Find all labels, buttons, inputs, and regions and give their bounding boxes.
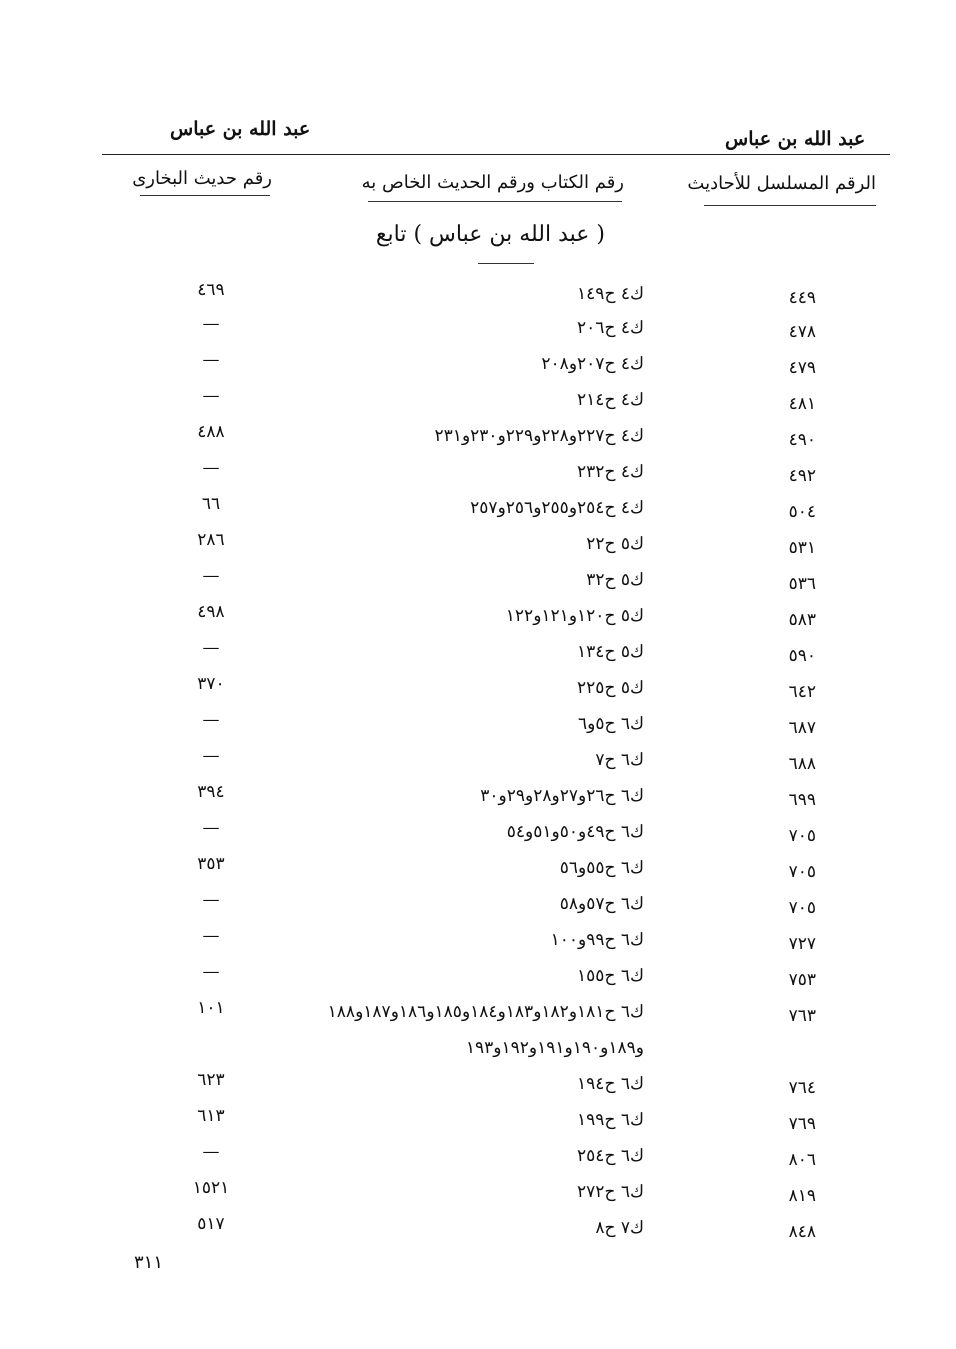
kitab-reference: ك٦ ح١٨١و١٨٢و١٨٣و١٨٤و١٨٥و١٨٦و١٨٧و١٨٨ [327,1002,644,1022]
serial-number: ٥٩٠ [788,646,816,666]
bukhari-number: — [202,962,220,982]
bukhari-number: — [202,314,220,334]
kitab-reference: ك٦ ح١٥٥ [577,966,644,986]
kitab-reference: ك٤ ح٢٥٤و٢٥٥و٢٥٦و٢٥٧ [470,498,644,518]
column-underline-serial [704,205,876,206]
kitab-reference: ك٥ ح٣٢ [586,570,644,590]
serial-number: ٤٧٩ [788,358,816,378]
table-row [0,350,956,384]
bukhari-number: ٣٥٣ [197,854,225,874]
kitab-reference: ك٦ ح٥و٦ [577,714,644,734]
table-row [0,818,956,852]
table-row [0,1142,956,1176]
kitab-reference: ك٦ ح١٩٤ [577,1074,644,1094]
bukhari-number: — [202,926,220,946]
bukhari-number: — [202,350,220,370]
running-header-right: عبد الله بن عباس [725,128,866,150]
kitab-reference: ك٧ ح٨ [595,1218,644,1238]
kitab-reference: ك٦ ح١٩٩ [577,1110,644,1130]
serial-number: ٧٦٩ [788,1114,816,1134]
bukhari-number: — [202,890,220,910]
table-row [0,386,956,420]
bukhari-number: — [202,746,220,766]
serial-number: ٤٩٠ [788,430,816,450]
bukhari-number: — [202,638,220,658]
table-row [0,782,956,816]
kitab-reference: ك٤ ح٢٠٧و٢٠٨ [541,354,644,374]
serial-number: ٤٧٨ [788,322,816,342]
column-header-serial: الرقم المسلسل للأحاديث [687,173,876,194]
kitab-reference: ك٤ ح١٤٩ [577,284,644,304]
serial-number: ٤٩٢ [788,466,816,486]
bukhari-number: ١٥٢١ [192,1178,230,1198]
kitab-reference: ك٤ ح٢٠٦ [577,318,644,338]
serial-number: ٤٤٩ [788,288,816,308]
table-row [0,1106,956,1140]
table-row [0,494,956,528]
bukhari-number: — [202,818,220,838]
bukhari-number: — [202,566,220,586]
kitab-reference: ك٦ ح٥٧و٥٨ [559,894,644,914]
table-row [0,710,956,744]
bukhari-number: ٦١٣ [197,1106,225,1126]
serial-number: ٨٠٦ [788,1150,816,1170]
bukhari-number: ٦٦ [201,494,221,514]
kitab-reference: ك٦ ح٢٦و٢٧و٢٨و٢٩و٣٠ [480,786,644,806]
section-title: ( عبد الله بن عباس ) تابع [375,222,605,247]
serial-number: ٤٨١ [788,394,816,414]
serial-number: ٧٦٤ [788,1078,816,1098]
table-row [0,1178,956,1212]
table-row [0,1070,956,1104]
serial-number: ٥٨٣ [788,610,816,630]
kitab-reference: ك٤ ح٢١٤ [577,390,644,410]
bukhari-number: ٤٩٨ [197,602,225,622]
serial-number: ٥٠٤ [788,502,816,522]
bukhari-number: ٣٩٤ [197,782,225,802]
bukhari-number: — [202,1142,220,1162]
bukhari-number: ٤٦٩ [197,280,225,300]
table-row [0,638,956,672]
bukhari-number: ٢٨٦ [197,530,225,550]
bukhari-number: ٦٢٣ [197,1070,225,1090]
bukhari-number: ٥١٧ [197,1214,225,1234]
page-number: ٣١١ [134,1252,164,1273]
kitab-reference: ك٦ ح٥٥و٥٦ [559,858,644,878]
serial-number: ٧٠٥ [788,826,816,846]
kitab-reference: ك٥ ح٢٢٥ [577,678,644,698]
bukhari-number: ١٠١ [197,998,225,1018]
table-row [0,926,956,960]
serial-number: ٦٨٧ [788,718,816,738]
running-header-left: عبد الله بن عباس [170,118,311,140]
header-rule [102,154,890,155]
kitab-reference: ك٥ ح١٢٠و١٢١و١٢٢ [505,606,644,626]
table-row [0,602,956,636]
column-header-kitab: رقم الكتاب ورقم الحديث الخاص به [361,172,624,193]
table-row [0,674,956,708]
serial-number: ٦٨٨ [788,754,816,774]
bukhari-number: — [202,458,220,478]
table-row [0,458,956,492]
kitab-reference: ك٦ ح٤٩و٥٠و٥١و٥٤ [506,822,644,842]
serial-number: ٦٩٩ [788,790,816,810]
table-row [0,998,956,1032]
kitab-reference: ك٥ ح٢٢ [586,534,644,554]
table-row [0,422,956,456]
column-header-bukhari: رقم حديث البخارى [132,168,272,189]
table-row [0,1038,956,1068]
bukhari-number: ٤٨٨ [197,422,225,442]
table-row [0,530,956,564]
section-title-rule [478,263,534,264]
serial-number: ٧٢٧ [788,934,816,954]
serial-number: ٧٠٥ [788,898,816,918]
bukhari-number: — [202,710,220,730]
table-row [0,746,956,780]
table-row [0,890,956,924]
serial-number: ٥٣٦ [788,574,816,594]
table-row [0,566,956,600]
kitab-reference: ك٦ ح٢٧٢ [577,1182,644,1202]
table-row [0,280,956,314]
table-row [0,1214,956,1248]
kitab-reference: ك٤ ح٢٢٧و٢٢٨و٢٢٩و٢٣٠و٢٣١ [434,426,644,446]
kitab-reference: ك٦ ح٢٥٤ [577,1146,644,1166]
serial-number: ٧٦٣ [788,1006,816,1026]
kitab-reference: ك٤ ح٢٣٢ [577,462,644,482]
serial-number: ٨٤٨ [788,1222,816,1242]
bukhari-number: — [202,386,220,406]
column-underline-bukhari [140,195,270,196]
kitab-reference: و١٨٩و١٩٠و١٩١و١٩٢و١٩٣ [465,1038,644,1058]
kitab-reference: ك٥ ح١٣٤ [577,642,644,662]
serial-number: ٦٤٢ [788,682,816,702]
kitab-reference: ك٦ ح٧ [595,750,644,770]
table-row [0,854,956,888]
table-row [0,314,956,348]
serial-number: ٥٣١ [788,538,816,558]
column-underline-kitab [368,201,622,202]
bukhari-number: ٣٧٠ [197,674,225,694]
serial-number: ٧٠٥ [788,862,816,882]
serial-number: ٨١٩ [788,1186,816,1206]
table-row [0,962,956,996]
serial-number: ٧٥٣ [788,970,816,990]
kitab-reference: ك٦ ح٩٩و١٠٠ [550,930,644,950]
